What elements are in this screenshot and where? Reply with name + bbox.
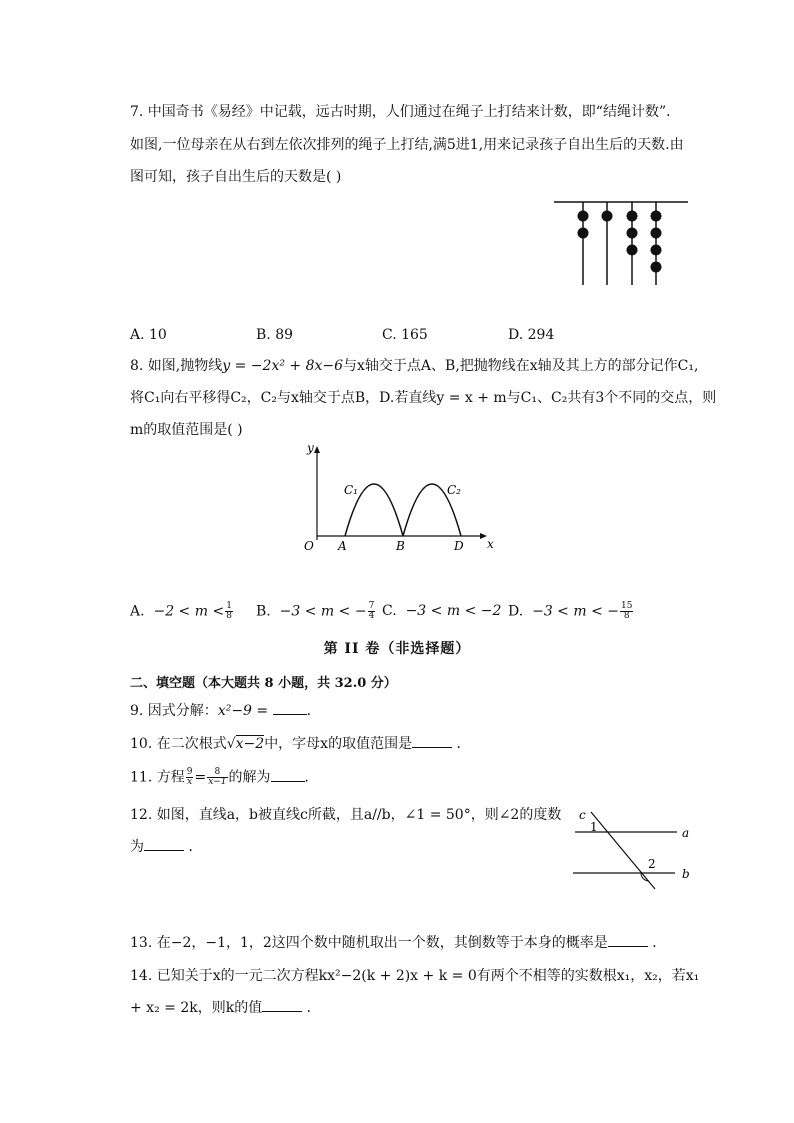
line-b-label: b xyxy=(682,867,690,881)
q7-line3: 图可知，孩子自出生后的天数是( ) xyxy=(130,169,342,185)
knot xyxy=(578,211,589,222)
q14-line1: 14. 已知关于x的一元二次方程kx²−2(k + 2)x + k = 0有两个不相等的实数根x₁，x₂，若x₁ xyxy=(130,968,700,984)
parabola-figure xyxy=(298,440,503,555)
q12-line2: 为 ． xyxy=(130,839,203,855)
part-heading: 二、填空题（本大题共 8 小题，共 32.0 分） xyxy=(130,676,397,691)
q8-line1 xyxy=(130,357,698,375)
knot xyxy=(651,228,662,239)
point-d-label: D xyxy=(454,539,464,553)
q9-answer-blank[interactable] xyxy=(273,702,307,715)
q13-answer-blank[interactable] xyxy=(608,934,648,947)
q8-option-b[interactable]: B. −3 < m < − $\frac{7}{4}$ xyxy=(256,601,375,621)
curve-c2-label: C₂ xyxy=(447,483,461,497)
q7-line2: 如图,一位母亲在从右到左依次排列的绳子上打结,满5进1,用来记录孩子自出生后的天数.由 xyxy=(130,137,684,153)
q8-option-a[interactable]: A. −2 < m < $\frac{1}{8}$ xyxy=(130,601,232,621)
q7-line1: 7. 中国奇书《易经》中记载，远古时期，人们通过在绳子上打结来计数，即“结绳计数”． xyxy=(130,104,681,120)
y-axis-label: y xyxy=(307,441,314,455)
line-c-label: c xyxy=(579,808,586,822)
q7-option-c[interactable]: C. 165 xyxy=(382,327,428,343)
knot xyxy=(651,245,662,256)
x-axis-label: x xyxy=(487,537,494,551)
q8-line3: m的取值范围是( ) xyxy=(130,422,243,438)
q12-line1: 12. 如图，直线a，b被直线c所截，且a//b，∠1 = 50°，则∠2的度数 xyxy=(130,807,562,823)
parallel-lines-figure xyxy=(565,800,695,892)
origin-label: O xyxy=(304,539,314,553)
sqrt-symbol: √ xyxy=(226,736,236,752)
angle-2-label: 2 xyxy=(648,857,656,871)
q11-answer-blank[interactable] xyxy=(271,769,305,782)
point-b-label: B xyxy=(396,539,405,553)
q14-answer-blank[interactable] xyxy=(262,999,302,1012)
q12-answer-blank[interactable] xyxy=(144,838,184,851)
y-axis-arrow xyxy=(314,446,320,453)
q8-line2: 将C₁向右平移得C₂，C₂与x轴交于点B，D.若直线y = x + m与C₁、C₂共有3个不同的交点，则 xyxy=(130,390,717,406)
q14-line2: + x₂ = 2k，则k的值 ． xyxy=(130,1000,321,1016)
knot xyxy=(578,228,589,239)
knots-group xyxy=(578,211,662,273)
q10-line: 10. 在二次根式√x−2中，字母x的取值范围是 ． xyxy=(130,736,471,752)
knot xyxy=(627,211,638,222)
q7-option-b[interactable]: B. 89 xyxy=(256,327,294,343)
knot xyxy=(651,211,662,222)
q7-option-d[interactable]: D. 294 xyxy=(508,327,555,343)
x-axis-arrow xyxy=(480,533,487,539)
q8-option-d[interactable]: D. −3 < m < − $\frac{15}{8}$ xyxy=(508,601,633,621)
q13-line: 13. 在−2，−1，1，2这四个数中随机取出一个数，其倒数等于本身的概率是 ． xyxy=(130,935,667,951)
angle-1-label: 1 xyxy=(590,820,598,834)
q7-option-a[interactable]: A. 10 xyxy=(130,327,167,343)
point-a-label: A xyxy=(338,539,347,553)
q8-line1-suffix: 与x轴交于点A、B,把抛物线在x轴及其上方的部分记作C₁, xyxy=(343,358,699,374)
q11-line: 11. 方程 $\frac{9}{x}$ = $\frac{8}{x-1}$ 的解为 ． xyxy=(130,767,319,787)
curve-c1-label: C₁ xyxy=(344,483,358,497)
section-title: 第 II 卷（非选择题） xyxy=(323,641,471,657)
knot xyxy=(651,262,662,273)
knot-rope-figure xyxy=(550,195,692,290)
q9-line: 9. 因式分解：x²−9 = ． xyxy=(130,703,321,719)
knot xyxy=(627,228,638,239)
line-c xyxy=(591,812,655,889)
knot xyxy=(602,211,613,222)
q8-line1-prefix: 8. 如图,抛物线 xyxy=(130,358,223,374)
knot xyxy=(627,245,638,256)
q10-answer-blank[interactable] xyxy=(412,735,452,748)
q8-option-c[interactable]: C. −3 < m < −2 xyxy=(382,603,502,619)
q8-parabola-equation: y = −2x² + 8x−6 xyxy=(222,358,344,374)
line-a-label: a xyxy=(682,826,690,840)
